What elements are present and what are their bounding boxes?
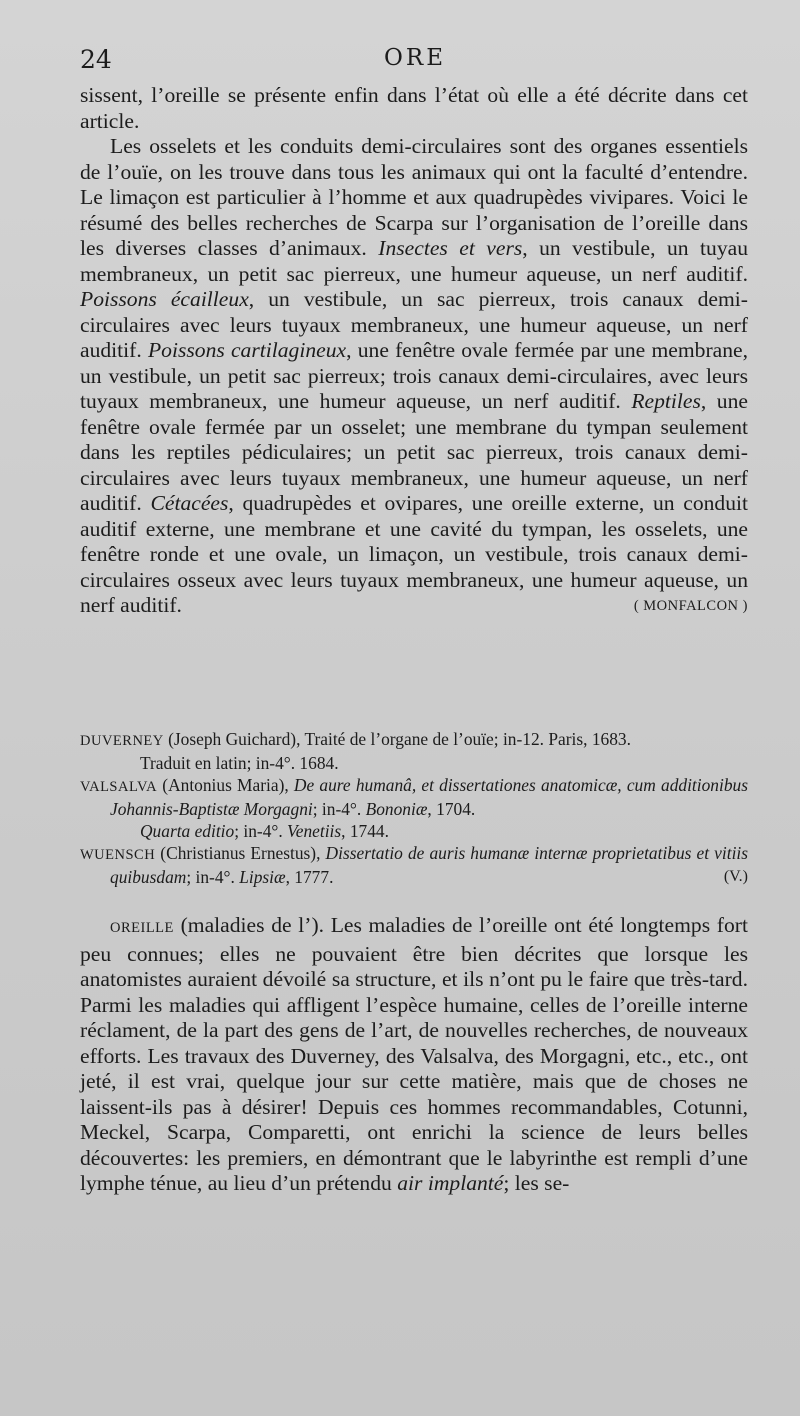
author-signature: ( MONFALCON ) — [633, 597, 748, 614]
bib-entry-valsalva: VALSALVA (Antonius Maria), De aure humanâ, et dissertationes anatomicæ, cum additionibus Johannis-Baptistæ Morgagni; in-4°. Bononiæ, 1704. — [80, 775, 748, 819]
page-number: 24 — [80, 45, 112, 74]
class-insectes: Insectes et vers — [378, 236, 523, 260]
class-cetacees: Cétacées — [150, 491, 229, 515]
running-title: ORE — [384, 45, 446, 71]
bib-entry-wuensch: WUENSCH (Christianus Ernestus), Dissertatio de auris humanæ internæ proprietatibus et vitiis quibusdam; in-4°. Lipsiæ, 1777. — [80, 843, 748, 887]
class-poissons-cartilagineux: Poissons cartilagineux — [147, 338, 347, 362]
scarpa-paragraph: Les osselets et les conduits demi-circulaires sont des organes essentiels de l’ouïe, on les trouve dans tous les animaux qui ont la faculté d’entendre. Le limaçon est particulier à l’homme et aux quadrupèdes vivipares. Voici le résumé des belles recherches de Scarpa sur l’organisation de l’oreille dans les diverses classes d’animaux. Insectes et vers, un vestibule, un tuyau membraneux, un petit sac pierreux, une humeur aqueuse, un nerf auditif. Poissons écailleux, un vestibule, un sac pierreux, trois canaux demi-circulaires avec leurs tuyaux membraneux, une humeur aqueuse, un nerf auditif. Poissons cartilagineux, une fenêtre ovale fermée par une membrane, un vestibule, un petit sac pierreux; trois canaux demi-circulaires, avec leurs tuyaux membraneux, une humeur aqueuse, un nerf auditif. Reptiles, une fenêtre ovale fermée par un osselet; une membrane du tympan seulement dans les reptiles pédiculaires; un petit sac pierreux, trois canaux demi-circulaires avec leurs tuyaux membraneux, une humeur aqueuse, un nerf auditif. Cétacées, quadrupèdes et ovipares, une oreille externe, un conduit auditif externe, une membrane et une cavité du tympan, les osselets, une fenêtre ronde et une ovale, un limaçon, un vestibule, trois canaux demi-circulaires osseux avec leurs tuyaux membraneux, une humeur aqueuse, un nerf auditif. — [80, 134, 749, 617]
class-poissons-ecailleux: Poissons écailleux — [80, 287, 249, 311]
maladies-paragraph: OREILLE (maladies de l’). Les maladies de l’oreille ont été longtemps fort peu connues; elles ne pouvaient être bien décrites que lorsque les anatomistes auraient dévoilé sa structure, et ils n’ont pu le faire que très-tard. Parmi les maladies qui affligent l’espèce humaine, celles de l’oreille interne réclament, de la part des gens de l’art, de nouvelles recherches, de nouveaux efforts. Les travaux des Duverney, des Valsalva, des Morgagni, etc., etc., ont jeté, il est vrai, quelque jour sur cette matière, mais que de choses ne laissent-ils pas à désirer! Depuis ces hommes recommandables, Cotunni, Meckel, Scarpa, Comparetti, ont enrichi la science de leurs belles découvertes: les premiers, en démontrant que le labyrinthe est rempli d’une lymphe ténue, au lieu d’un prétendu air implanté; les se- — [80, 913, 748, 1195]
headword: OREILLE — [110, 920, 174, 936]
article-continuation — [80, 83, 748, 619]
subheading: (maladies de l’). — [173, 913, 331, 937]
article-oreille-maladies — [80, 913, 748, 1197]
continuation-paragraph: sissent, l’oreille se présente enfin dans l’état où elle a été décrite dans cet article. — [80, 83, 748, 133]
bib-note-valsalva: Quarta editio; in-4°. Venetiis, 1744. — [140, 821, 389, 841]
air-implante-term: air implanté — [397, 1171, 504, 1195]
page-header — [80, 45, 750, 81]
bib-entry-duverney: DUVERNEY (Joseph Guichard), Traité de l’organe de l’ouïe; in-12. Paris, 1683. — [80, 729, 631, 749]
class-reptiles: Reptiles — [631, 389, 701, 413]
bib-note-duverney: Traduit en latin; in-4°. 1684. — [140, 753, 339, 773]
bibliography — [80, 728, 748, 888]
bib-signature: (V.) — [723, 868, 748, 885]
